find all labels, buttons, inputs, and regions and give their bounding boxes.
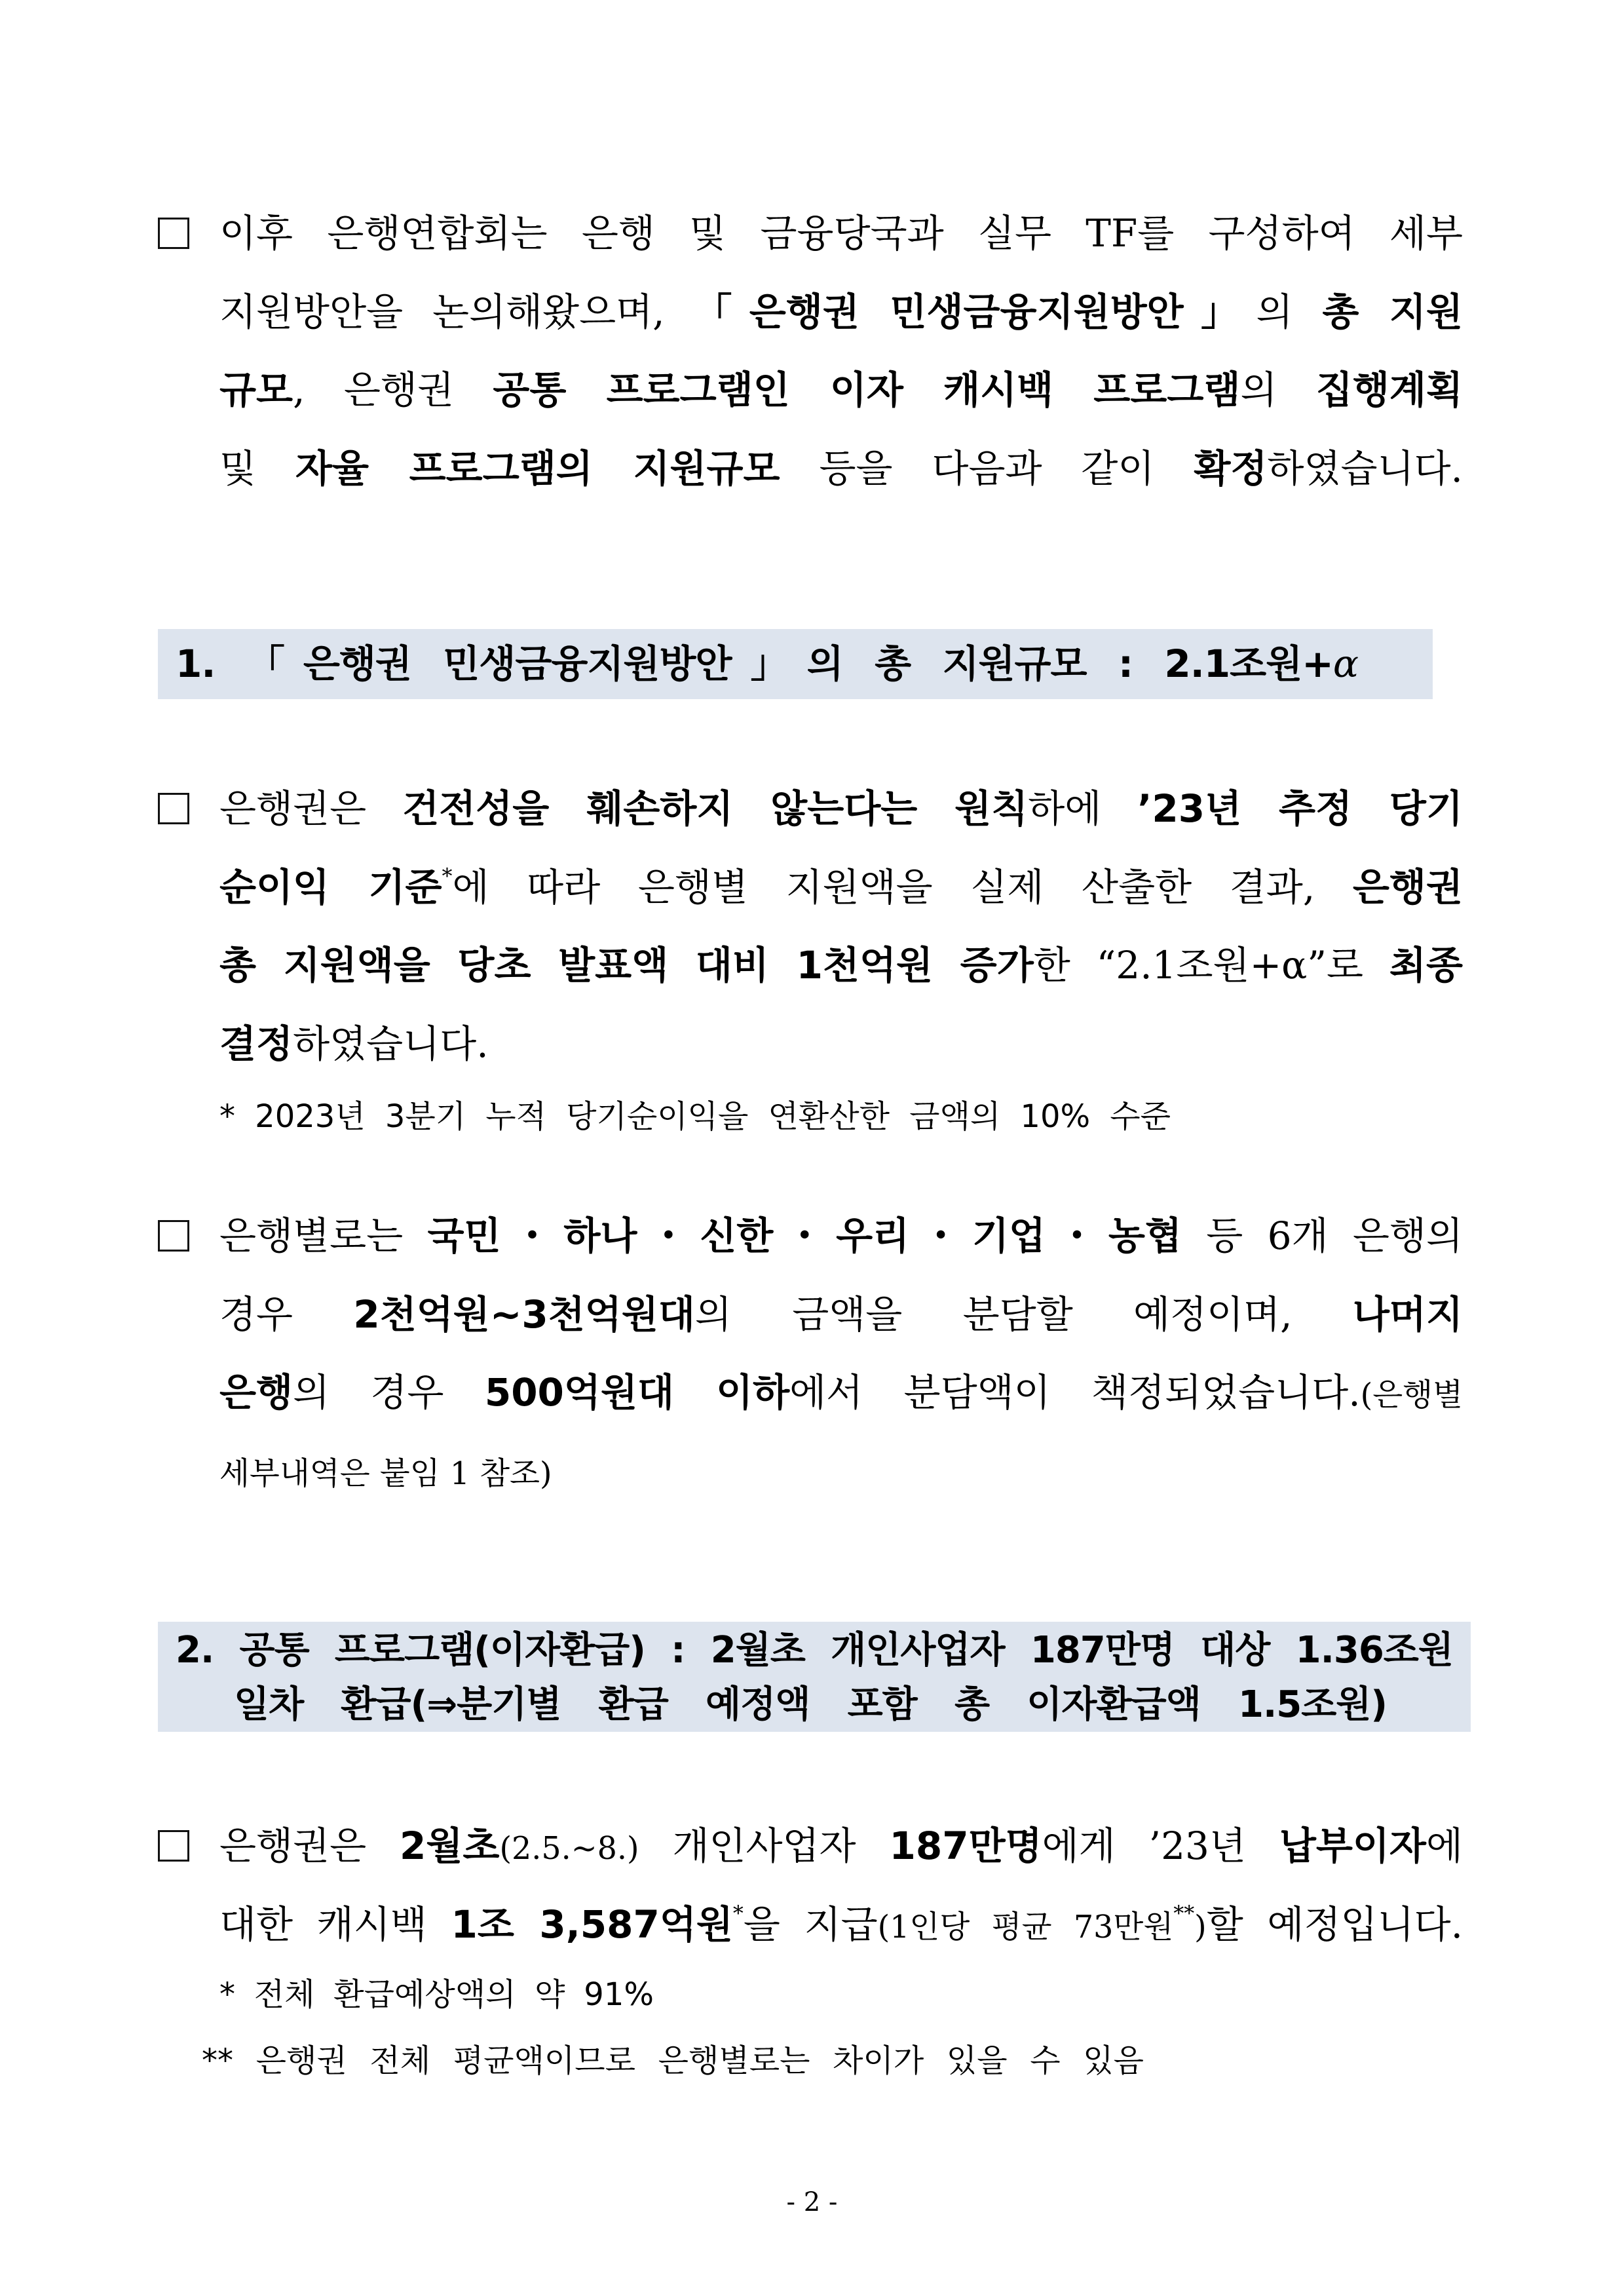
- text-run: 의 금액을 분담할 예정이며,: [694, 1292, 1353, 1337]
- footnote-marker: *: [732, 1900, 744, 1926]
- text-run: 경우: [219, 1292, 354, 1337]
- section-1-heading: [158, 629, 1433, 699]
- text-run: 한 “2.1조원+α”로: [1033, 943, 1389, 987]
- text-line: [219, 1276, 1463, 1354]
- text-run: 은행권은: [219, 1824, 400, 1868]
- text-run: 등 6개 은행의: [1181, 1214, 1463, 1258]
- text-run: 에 따라 은행별 지원액을 실제 산출한 결과,: [452, 864, 1353, 909]
- emphasized-text-run: ’23년 추정 당기: [1137, 786, 1463, 831]
- emphasized-text-run: 총 지원: [1322, 289, 1463, 334]
- square-bullet-icon: [158, 1220, 189, 1252]
- text-line: [234, 1677, 1387, 1732]
- text-run: 2. 공통 프로그램(이자환급) : 2월초 개인사업자 187만명 대상 1.36조원: [176, 1629, 1453, 1672]
- emphasized-text-run: 은행: [219, 1370, 293, 1415]
- footnote-marker: *: [442, 863, 453, 889]
- emphasized-text-run: 1조 3,587억원: [451, 1902, 733, 1947]
- text-run: 및: [219, 446, 295, 491]
- emphasized-text-run: 국민・하나・신한・우리・기업・농협: [427, 1214, 1182, 1258]
- section-1-heading-text: [176, 629, 1358, 699]
- emphasized-text-run: 건전성을 훼손하지 않는다는 원칙: [402, 786, 1029, 831]
- emphasized-text-run: 자율 프로그램의 지원규모: [295, 446, 780, 491]
- text-line: [219, 351, 1463, 430]
- emphasized-text-run: 공통 프로그램인 이자 캐시백 프로그램: [493, 368, 1241, 412]
- bank-share-paragraph: [219, 1197, 1463, 1510]
- text-line: [219, 1807, 1463, 1886]
- text-run: 지원방안을 논의해왔으며,: [219, 289, 694, 334]
- text-run: 은행별로는: [219, 1214, 428, 1258]
- text-run: 의: [1256, 289, 1323, 334]
- text-run: 할 예정입니다.: [1206, 1902, 1463, 1947]
- emphasized-text-run: 2월초: [400, 1824, 500, 1868]
- square-bullet-icon: [158, 1830, 189, 1862]
- text-line: [219, 849, 1463, 927]
- emphasized-text-run: 순이익 기준: [219, 864, 442, 909]
- emphasized-text-run: 규모: [219, 368, 293, 412]
- intro-paragraph: [219, 195, 1463, 508]
- small-text-run: ): [1194, 1909, 1207, 1945]
- text-run: 대한 캐시백: [219, 1902, 451, 1947]
- emphasized-text-run: 납부이자: [1279, 1824, 1426, 1868]
- square-bullet-icon: [158, 218, 189, 249]
- emphasized-text-run: 500억원대 이하: [484, 1370, 790, 1415]
- footnote: * 전체 환급예상액의 약 91%: [219, 1976, 654, 2013]
- emphasized-text-run: 집행계획: [1315, 368, 1463, 412]
- text-line: [219, 1886, 1463, 1964]
- text-line: [219, 1005, 1463, 1084]
- text-line: [219, 1354, 1463, 1432]
- text-run: 등을 다음과 같이: [780, 446, 1194, 491]
- emphasized-text-run: 187만명: [889, 1824, 1042, 1868]
- emphasized-text-run: 총 지원액을 당초 발표액 대비 1천억원 증가: [219, 943, 1034, 987]
- footnote: * 2023년 3분기 누적 당기순이익을 연환산한 금액의 10% 수준: [219, 1098, 1171, 1135]
- emphasized-text-run: 결정: [219, 1021, 293, 1066]
- emphasized-text-run: 「은행권 민생금융지원방안」: [694, 289, 1256, 334]
- text-run: 은행권은: [219, 786, 403, 831]
- footnote-marker: **: [1173, 1900, 1195, 1926]
- text-run: 하에: [1028, 786, 1138, 831]
- footnote: ** 은행권 전체 평균액이므로 은행별로는 차이가 있을 수 있음: [202, 2042, 1144, 2079]
- text-line: [176, 1623, 1453, 1677]
- text-run: 하였습니다.: [293, 1021, 489, 1066]
- small-text-run: (1인당 평균 73만원: [877, 1909, 1174, 1945]
- small-text-run: (은행별: [1360, 1377, 1463, 1413]
- small-text-run: 세부내역은 붙임 1 참조): [219, 1455, 552, 1492]
- text-run: 의: [1240, 368, 1316, 412]
- text-run: 에서 분담액이 책정되었습니다.: [789, 1370, 1361, 1415]
- text-line: [219, 195, 1463, 273]
- text-line: [219, 273, 1463, 352]
- text-run: , 은행권: [293, 368, 493, 412]
- section-2-heading-text: [176, 1623, 1453, 1732]
- emphasized-text-run: 최종: [1389, 943, 1463, 987]
- emphasized-text-run: 확정: [1194, 446, 1268, 491]
- text-run: 하였습니다.: [1267, 446, 1463, 491]
- text-line: [219, 1432, 1463, 1511]
- text-line: [219, 770, 1463, 849]
- text-line: [219, 430, 1463, 508]
- emphasized-text-run: 은행권: [1352, 864, 1463, 909]
- text-run: 이후 은행연합회는 은행 및 금융당국과 실무 TF를 구성하여 세부: [219, 211, 1463, 256]
- text-run: 일차 환급(⇒분기별 환급 예정액 포함 총 이자환급액 1.5조원): [234, 1683, 1387, 1726]
- emphasized-text-run: 2천억원~3천억원대: [353, 1292, 695, 1337]
- italic-text-run: α: [1332, 641, 1358, 686]
- small-text-run: (2.5.~8.): [499, 1831, 639, 1867]
- text-run: 에게 ’23년: [1042, 1824, 1279, 1868]
- text-run: 1. 「은행권 민생금융지원방안」의 총 지원규모 : 2.1조원+: [176, 641, 1333, 686]
- square-bullet-icon: [158, 793, 189, 824]
- page-number: - 2 -: [786, 2187, 838, 2217]
- cashback-paragraph: [219, 1807, 1463, 1964]
- text-run: 에: [1426, 1824, 1463, 1868]
- text-run: 의 경우: [293, 1370, 485, 1415]
- text-run: 을 지급: [743, 1902, 878, 1947]
- emphasized-text-run: 나머지: [1352, 1292, 1463, 1337]
- text-line: [176, 629, 1358, 699]
- text-line: [219, 927, 1463, 1005]
- text-line: [219, 1197, 1463, 1276]
- text-run: 개인사업자: [639, 1824, 890, 1868]
- section-2-heading: [158, 1622, 1471, 1732]
- support-scale-paragraph: [219, 770, 1463, 1083]
